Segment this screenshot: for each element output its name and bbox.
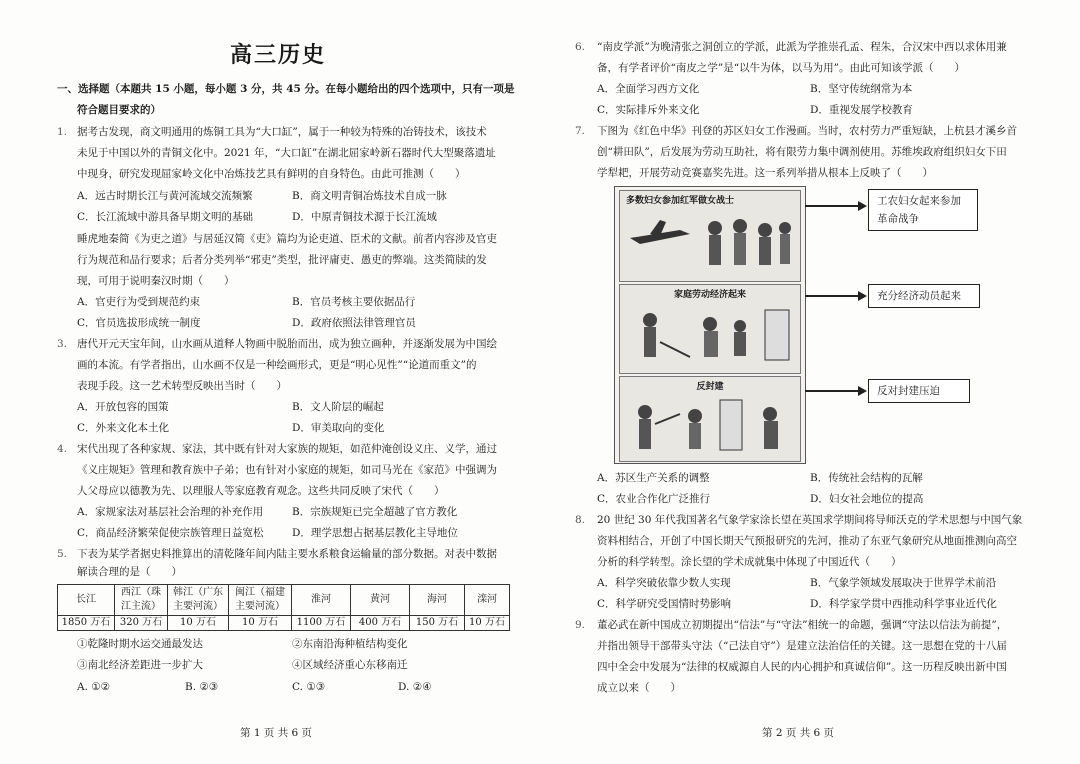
q2-stem-line2: 行为规范和品行要求；后者分类列举“邪吏”类型，批评庸吏、愚吏的弊端。这类简牍的发 [77,254,487,266]
q5-statement-2: ②东南沿海种植结构变化 [292,638,408,650]
q4-stem-line2: 《义庄规矩》管理和教育族中子弟；也有针对小家庭的规矩，如司马光在《家范》中强调为 [77,464,497,476]
cartoon-figures-icon [620,208,798,278]
table-header-cell: 滦河 [465,585,510,616]
q1-option-d[interactable]: D．中原青铜技术源于长江流域 [292,211,437,223]
table-cell: 400 万石 [351,616,410,631]
q5-option-b[interactable]: B. ②③ [185,681,219,693]
q5-statement-3: ③南北经济差距进一步扩大 [77,659,203,671]
cartoon-meaning-box-2: 充分经济动员起来 [868,284,980,308]
q4-option-c[interactable]: C．商品经济繁荣促使宗族管理日益宽松 [77,527,264,539]
q3-option-b[interactable]: B．文人阶层的崛起 [292,401,384,413]
table-header-cell: 海河 [410,585,465,616]
table-row [58,616,510,631]
q5-stem-line2: 解读合理的是（ ） [77,566,182,578]
section-heading: 一、选择题（本题共 15 小题，每小题 3 分，共 45 分。在每小题给出的四个选项中，只有一项是 [57,83,515,95]
q2-option-d[interactable]: D．政府依照法律管理官员 [292,317,416,329]
q3-option-d[interactable]: D．审美取向的变化 [292,422,385,434]
cartoon-panel-1 [619,190,801,282]
q7-stem-line2: 创“耕田队”，后发展为劳动互助社，将有限劳力集中调剂使用。苏维埃政府组织妇女下田 [597,146,1007,158]
cartoon-panel-3-caption: 反封建 [696,382,724,392]
q6-option-d[interactable]: D．重视发展学校教育 [810,104,913,116]
table-header-row [58,585,510,616]
q4-option-b[interactable]: B．宗族规矩已完全超越了官方教化 [292,506,458,518]
q3-option-a[interactable]: A．开放包容的国策 [77,401,169,413]
cartoon-anti-feudal-icon [620,394,798,458]
q6-option-b[interactable]: B．坚守传统纲常为本 [810,83,913,95]
q4-number: 4. [57,443,68,455]
q1-option-b[interactable]: B．商文明青铜冶炼技术自成一脉 [292,190,447,202]
arrow-2 [805,295,861,297]
arrow-3-head-icon [858,386,867,396]
women-work-cartoon [614,186,806,464]
table-header-cell: 韩江（广东主要河流） [168,585,229,616]
table-cell: 1850 万石 [58,616,115,631]
q5-statement-1: ①乾隆时期水运交通最发达 [77,638,203,650]
q7-option-c[interactable]: C．农业合作化广泛推行 [597,493,711,505]
table-header-cell: 淮河 [292,585,351,616]
table-cell: 10 万石 [229,616,292,631]
q2-option-b[interactable]: B．官员考核主要依据品行 [292,296,416,308]
cartoon-panel-1-caption: 多数妇女参加红军做女战士 [626,196,735,206]
q2-option-a[interactable]: A．官吏行为受到规范约束 [77,296,201,308]
table-header-cell: 西江（珠江主流） [115,585,168,616]
cartoon-panel-3 [619,376,801,462]
table-header-cell: 闽江（福建主要河流） [229,585,292,616]
page-footer-right: 第 2 页 共 6 页 [762,727,835,739]
table-cell: 150 万石 [410,616,465,631]
table-cell: 1100 万石 [292,616,351,631]
q6-option-a[interactable]: A．全面学习西方文化 [597,83,700,95]
q5-stem-line1: 下表为某学者据史料推算出的清乾隆年间内陆主要水系粮食运输量的部分数据。对表中数据 [77,548,497,560]
q3-stem-line3: 表现手段。这一艺术转型反映出当时（ ） [77,380,287,392]
q3-stem-line1: 唐代开元天宝年间，山水画从道释人物画中脱胎而出，成为独立画种，并逐渐发展为中国绘 [77,338,497,350]
q4-stem-line1: 宋代出现了各种家规、家法，其中既有针对大家族的规矩，如范仲淹创设义庄、义学，通过 [77,443,497,455]
q5-option-a[interactable]: A. ①② [77,681,111,693]
q5-option-c[interactable]: C. ①③ [292,681,326,693]
table-cell: 10 万石 [465,616,510,631]
table-cell: 320 万石 [115,616,168,631]
arrow-2-head-icon [858,291,867,301]
exam-title: 高三历史 [230,42,327,68]
q8-option-c[interactable]: C．科学研究受国情时势影响 [597,598,732,610]
q6-option-c[interactable]: C．实际排斥外来文化 [597,104,700,116]
q9-stem-line2: 并指出领导干部带头守法（“己法自守”）是建立法治信任的关键。这一思想在党的十八届 [597,640,1007,652]
q7-stem-line3: 学犁耙，开展劳动竞赛嘉奖先进。这一系列举措从根本上反映了（ ） [597,167,933,179]
q8-stem-line1: 20 世纪 30 年代我国著名气象学家涂长望在英国求学期间将导师沃克的学术思想与中国气象 [597,514,1023,526]
q1-stem-line1: 据考古发现，商文明通用的炼铜工具为“大口缸”，属于一种较为特殊的冶铸技术，该技术 [77,126,487,138]
q3-number: 3. [57,338,68,350]
q8-stem-line3: 分析的科学转型。涂长望的学术成就集中体现了中国近代（ ） [597,556,902,568]
table-cell: 10 万石 [168,616,229,631]
q6-stem-line2: 备，有学者评价“南皮之学”是“以牛为体，以马为用”。由此可知该学派（ ） [597,62,965,74]
q5-option-d[interactable]: D. ②④ [398,681,432,693]
q8-option-b[interactable]: B．气象学领域发展取决于世界学术前沿 [810,577,997,589]
q4-option-d[interactable]: D．理学思想占据基层教化主导地位 [292,527,458,539]
table-header-cell: 长江 [58,585,115,616]
q1-option-c[interactable]: C．长江流域中游具备早期文明的基础 [77,211,254,223]
q2-stem-line1: 睡虎地秦简《为吏之道》与居延汉简《吏》篇均为论吏道、臣术的文献。前者内容涉及官吏 [77,233,497,245]
q8-number: 8. [575,514,586,526]
q2-stem-line3: 现，可用于说明秦汉时期（ ） [77,275,235,287]
q8-option-d[interactable]: D．科学家学贯中西推动科学事业近代化 [810,598,997,610]
q4-option-a[interactable]: A．家规家法对基层社会治理的补充作用 [77,506,264,518]
q8-option-a[interactable]: A．科学突破依靠少数人实现 [597,577,731,589]
q1-number: 1. [57,126,68,138]
grain-transport-table [57,584,510,631]
q9-stem-line3: 四中全会中发展为“法律的权威源自人民的内心拥护和真诚信仰”。这一历程反映出新中国 [597,661,1007,673]
cartoon-panel-2 [619,284,801,374]
q7-number: 7. [575,125,586,137]
q3-stem-line2: 画的本流。有学者指出，山水画不仅是一种绘画形式，更是“明心见性”“论道而重文”的 [77,359,477,371]
q7-stem-line1: 下图为《红色中华》刊登的苏区妇女工作漫画。当时，农村劳力严重短缺，上杭县才溪乡首 [597,125,1017,137]
cartoon-meaning-box-1: 工农妇女起来参加革命战争 [868,189,978,231]
q8-stem-line2: 资料相结合，开创了中国长期天气预报研究的先河，推动了东亚气象研究从地面推测向高空 [597,535,1017,547]
table-header-cell: 黄河 [351,585,410,616]
q6-number: 6. [575,41,586,53]
cartoon-farming-icon [620,302,798,370]
q7-option-b[interactable]: B．传统社会结构的瓦解 [810,472,923,484]
q3-option-c[interactable]: C．外来文化本土化 [77,422,170,434]
q1-stem-line3: 中现身，研究发现屈家岭文化中冶炼技艺具有鲜明的自身特色。由此可推测（ ） [77,168,466,180]
page-footer-left: 第 1 页 共 6 页 [240,727,313,739]
q9-stem-line4: 成立以来（ ） [597,682,681,694]
q1-option-a[interactable]: A．远古时期长江与黄河流域交流频繁 [77,190,253,202]
q1-stem-line2: 未见于中国以外的青铜文化中。2021 年，“大口缸”在湖北屈家岭新石器时代大型聚落遗址 [77,147,496,159]
arrow-1-head-icon [858,201,867,211]
q9-number: 9. [575,619,586,631]
section-heading-cont: 符合题目要求的） [77,104,161,116]
q5-number: 5. [57,548,68,560]
q2-option-c[interactable]: C．官员选拔形成统一制度 [77,317,201,329]
q5-statement-4: ④区域经济重心东移南迁 [292,659,408,671]
q4-stem-line3: 人父母应以德教为先、以理服人等家庭教育观念。这些共同反映了宋代（ ） [77,485,445,497]
cartoon-panel-2-caption: 家庭劳动经济起来 [673,290,746,300]
q9-stem-line1: 董必武在新中国成立初期提出“信法”与“守法”相统一的命题，强调“守法以信法为前提”， [597,619,1008,631]
q7-option-d[interactable]: D．妇女社会地位的提高 [810,493,924,505]
cartoon-meaning-box-3: 反对封建压迫 [868,379,970,403]
arrow-3 [805,390,861,392]
q7-option-a[interactable]: A．苏区生产关系的调整 [597,472,710,484]
q6-stem-line1: “南皮学派”为晚清张之洞创立的学派，此派为学推崇孔孟、程朱，合汉宋中西以求体用兼 [597,41,1007,53]
arrow-1 [805,205,861,207]
